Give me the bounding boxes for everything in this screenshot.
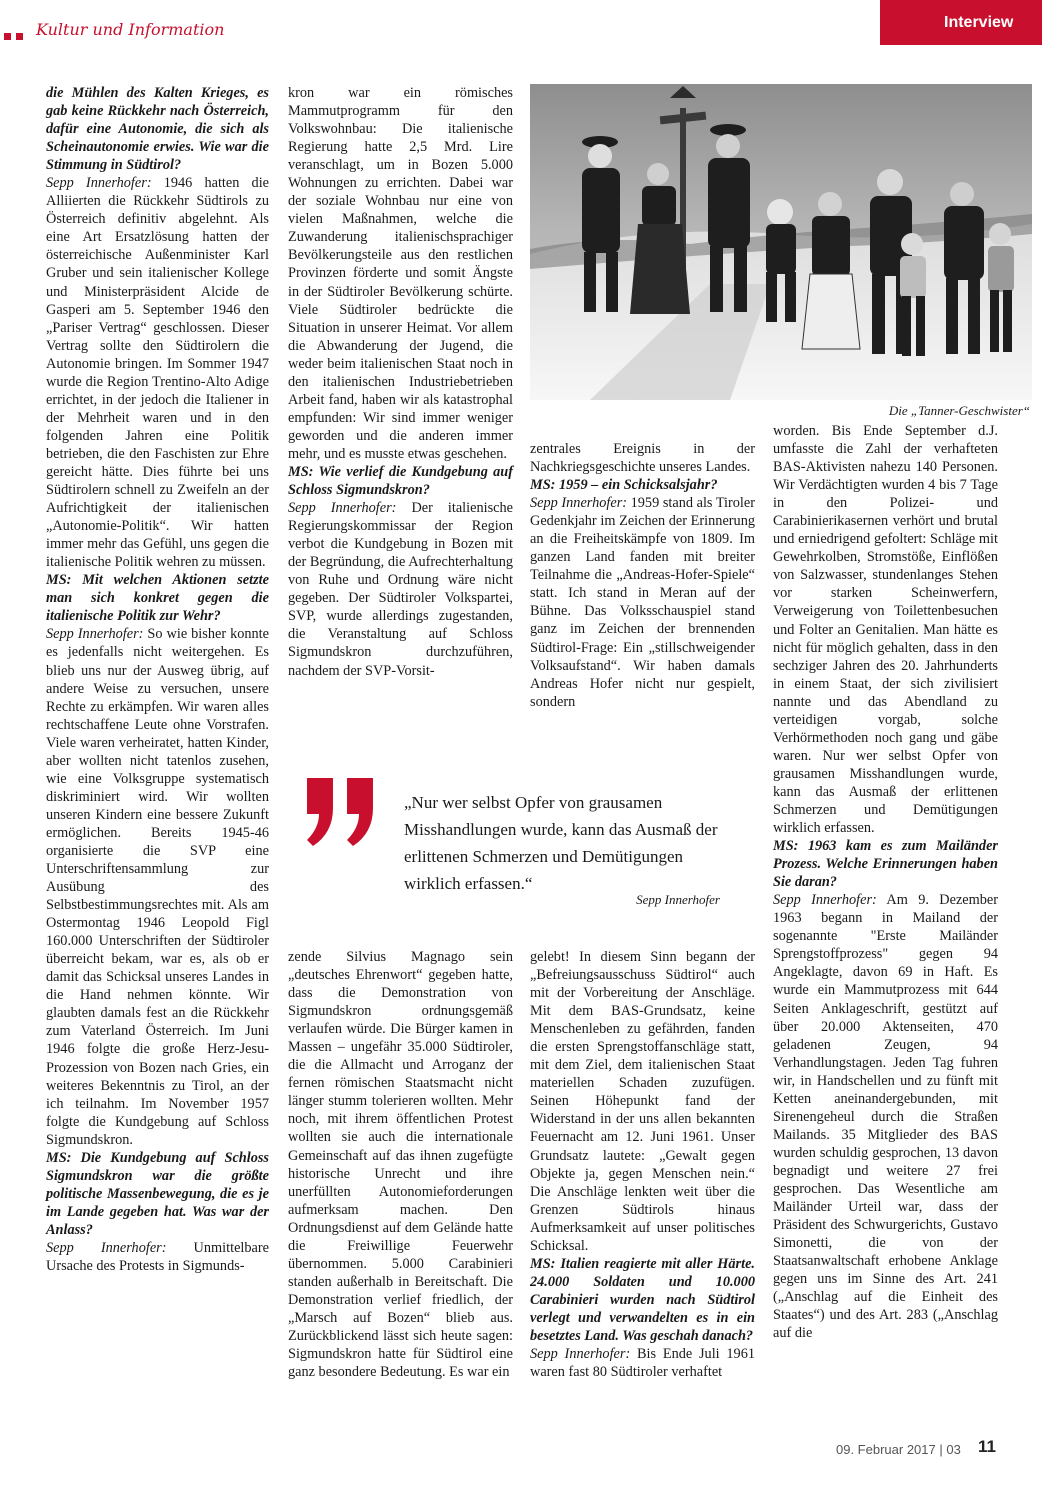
answer-text: Am 9. Dezember 1963 begann in Mailand der sogenannte "Erste Mailänder Sprengstoffprozess" gegen 94 Angeklagte, davon 69 in Haft. Es wurde ein Mammutprozess mit 644 Seiten Anklageschrift, gestützt auf über 20.000 Aktenseiten, 470 geladenen Zeugen, 94 Verhandlungstagen. Jeden Tag fuhren wir, in Handschellen und zu fünft mit Ketten aneinandergebunden, mit Sirenengeheul durch die Straßen Mailands. 35 Mitglieder des BAS wurden schuldig gesprochen, 13 davon begnadigt und weitere 27 frei gesprochen. Das Wesentliche am Mailänder Urteil war, dass der Präsident des Schwurgerichts, Gustavo Simonetti, die von der Staatsanwaltschaft erhobene Anklage gegen uns im Sinne des Art. 241 („Anschlag auf die Einheit des Staates“) und des Art. 283 („Anschlag auf die	[773, 892, 999, 1342]
paragraph: gelebt! In diesem Sinn begann der „Befreiungsausschuss Südtirol“ auch mit der Vorbereitung der Anschläge. Mit dem BAS-Grundsatz, keine Menschenleben zu gefährden, fanden die ersten Sprengstoffanschläge statt, mit dem Ziel, dem italienischen Staat materiellen Schaden zuzufügen. Seinen Höhepunkt fand der Widerstand in der uns allen bekannten Feuernacht am 12. Juni 1961. Unser Grundsatz lautete: „Gewalt gegen Objekte ja, gegen Menschen nein.“ Die Anschläge lenkten weit über die Grenzen Südtirols hinaus Aufmerksamkeit auf unser politisches Schicksal.	[530, 949, 755, 1254]
speaker-name: Sepp Innerhofer:	[46, 175, 152, 192]
interview-answer	[530, 1345, 755, 1381]
interview-answer	[46, 174, 269, 571]
article-column-3-top	[530, 440, 755, 711]
speaker-name: Sepp Innerhofer:	[46, 626, 144, 643]
interview-answer	[46, 625, 269, 1148]
pull-quote-author: Sepp Innerhofer	[636, 892, 720, 907]
paragraph: zende Silvius Magnago sein „deutsches Ehrenwort“ gegeben hatte, dass die Demonstration von Sigmundskron ordnungsgemäß verlaufen würde. Die Bürger kamen in Massen – ungefähr 35.000 Südtiroler, die die Allmacht und Arroganz der fernen römischen Staatsmacht nicht länger stumm tolerieren wollten. Mehr noch, mit ihrem öffentlichen Protest wollten sie auch die internationale Gemeinschaft auf das ihnen zugefügte historische Unrecht und ihre unerfüllten Autonomieforderungen aufmerksam machen. Den Ordnungsdienst auf dem Gelände hatte die Freiwillige Feuerwehr übernommen. 5.000 Carabinieri standen außerhalb in Bereitschaft. Die Demonstration verlief friedlich, der „Marsch auf Bozen“ blieb aus. Zurückblickend lässt sich heute sagen: Sigmundskron hatte für Südtirol eine ganz besondere Bedeutung. Es war ein	[288, 949, 513, 1381]
article-column-4	[773, 422, 998, 1342]
header-squares	[4, 27, 28, 45]
paragraph: kron war ein römisches Mammutprogramm für den Volkswohnbau: Die italienische Regierung hatte 2,5 Mrd. Lire veranschlagt, um in Bozen 5.000 Wohnungen zu errichten. Dabei war der soziale Wohnbau nur eine von vielen Maßnahmen, welche die Zuwanderung italienischsprachiger Bevölkerungsteile aus den restlichen Provinzen förderte und somit Ängste in der Südtiroler Bevölkerung schürte. Viele Südtiroler bedrückte die Situation in unserer Heimat. Vor allem die Abwanderung der Jugend, die weder beim italienischen Staat noch in den italienischen Industriebetrieben Arbeit fand, haben wir als katastrophal empfunden: Wir sind immer weniger geworden und die anderen immer mehr, und es musste etwas geschehen.	[288, 85, 513, 462]
footer-issue: 03	[946, 1442, 961, 1457]
answer-text: Unmittelbare Ursache des Protests in Sigmunds-	[46, 1240, 269, 1275]
article-column-2-top	[288, 84, 513, 680]
photo-caption: Die „Tanner-Geschwister“	[888, 403, 1030, 418]
interview-question: MS: 1959 – ein Schicksalsjahr?	[530, 477, 718, 494]
speaker-name: Sepp Innerhofer:	[288, 500, 397, 517]
article-column-3-bottom	[530, 948, 755, 1381]
answer-text: 1959 stand als Tiroler Gedenkjahr im Zeichen der Erinnerung an die Freiheitskämpfe von 1809. Im ganzen Land fanden mit breiter Teilnahme die „Andreas-Hofer-Spiele“ statt. Ich stand in Meran auf der Bühne. Das Volksschauspiel stand ganz im Zeichen der brennenden Südtirol-Frage: Ein „stillschweigender Volksaufstand“. Wir haben damals Andreas Hofer nicht nur gespielt, sondern	[530, 495, 756, 710]
interview-answer	[530, 494, 755, 711]
footer-date-issue	[836, 1442, 961, 1457]
paragraph: worden. Bis Ende September d.J. umfasste die Zahl der verhafteten BAS-Aktivisten nahezu 140 Personen. Wir Verdächtigten wurden 4 bis 7 Tage in den Polizei- und Carabinierikasernen verhört und brutal und erniedrigend gefoltert: Schläge mit Gewehrkolben, Stromstöße, Einflößen von Salzwasser, stundenlanges Stehen vor starken Scheinwerfern, Verweigerung von Toilettenbesuchen und Folter an Genitalien. Man hätte es nicht für möglich gehalten, dass in den sechziger Jahren des 20. Jahrhunderts in einem Staat, der sich zivilisiert nannte und das Abendland zu verteidigen vorgab, solche Verhörmethoden noch gang und gäbe waren. Nur wer selbst Opfer von grausamen Misshandlungen wurde, kann das Ausmaß der erlittenen Schmerzen und Demütigungen wirklich erfassen.	[773, 423, 998, 837]
quote-mark-icon	[303, 778, 379, 853]
section-title: Kultur und Information	[36, 20, 225, 39]
interview-answer	[46, 1239, 269, 1275]
photo-illustration	[530, 84, 1032, 400]
answer-text: 1946 hatten die Alliierten die Rückkehr Südtirols zu Österreich definitiv abgelehnt. Als eine Art Ersatzlösung hatten der österreichische Außenminister Karl Gruber und sein italienischer Kollege und Ministerpräsident Alcide de Gasperi am 5. September 1946 den „Pariser Vertrag“ geschlossen. Dieser Vertrag sollte den Südtirolern die Autonomie bringen. Im Sommer 1947 wurde die Region Trentino-Alto Adige errichtet, in der jedoch die Italiener in der Mehrheit waren und in den folgenden Jahren eine Politik betrieben, die den Faschisten zur Ehre gereicht hätte. Dies führte bei uns Südtirolern schnell zu Zweifeln an der Aufrichtigkeit der italienischen „Autonomie-Politik“. Wir hatten immer mehr das Gefühl, uns gegen die italienische Politik wehren zu müssen.	[46, 175, 270, 571]
answer-text: Bis Ende Juli 1961 waren fast 80 Südtiroler verhaftet	[530, 1346, 756, 1381]
article-column-2-bottom	[288, 948, 513, 1381]
answer-text: So wie bisher konnte es jedenfalls nicht weitergehen. Es blieb uns nur der Ausweg übrig, auf andere Weise zu versuchen, unsere Rechte zu erkämpfen. Wir waren alles rechtschaffene Leute ohne Vorstrafen. Viele waren verheiratet, hatten Kinder, aber wollten nicht tatenlos zusehen, wie eine Volksgruppe systematisch diskriminiert wird. Wir wollten unseren Kindern eine bessere Zukunft ermöglichen. Bereits 1945-46 organisierte die SVP eine Unterschriftensammlung zur Ausübung des Selbstbestimmungsrechtes mit. Als am Ostermontag 1946 Leopold Figl 160.000 Unterschriften der Südtiroler überreicht bekam, war es, als ob er damit das Schicksal unseres Landes in die Hand nehmen könnte. Wir glaubten damals fest an die Rückkehr zum Vaterland Österreich. Im Juni 1946 folgte die große Herz-Jesu-Prozession von Bozen nach Gries, ein weiteres Bekenntnis zu Tirol, an der ich teilnahm. Im November 1957 folgte die Kundgebung auf Schloss Sigmundskron.	[46, 626, 270, 1148]
article-column-1	[46, 84, 269, 1275]
speaker-name: Sepp Innerhofer:	[530, 1346, 631, 1363]
interview-question: MS: Die Kundgebung auf Schloss Sigmundskron war die größte politische Massenbewegung, die es je im Lande gegeben hat. Was war der Anlass?	[46, 1149, 269, 1238]
photo-tanner-siblings	[530, 84, 1032, 400]
interview-question: MS: Mit welchen Aktionen setzte man sich konkret gegen die italienische Politik zur Wehr?	[46, 572, 269, 625]
pull-quote: „Nur wer selbst Opfer von grausamen Misshandlungen wurde, kann das Ausmaß der erlittenen Schmerzen und Demütigungen wirklich erfassen.“	[404, 793, 718, 893]
answer-text: Der italienische Regierungskommissar der Region verbot die Kundgebung in Bozen mit der Begründung, die Aufrechterhaltung von Ruhe und Ordnung wäre nicht gegeben. Der Südtiroler Volkspartei, SVP, wurde allerdings zugestanden, die Veranstaltung auf Schloss Sigmundskron durchzuführen, nachdem der SVP-Vorsit-	[288, 500, 514, 679]
interview-question: MS: 1963 kam es zum Mailänder Prozess. Welche Erinnerungen haben Sie daran?	[773, 838, 998, 891]
speaker-name: Sepp Innerhofer:	[773, 892, 877, 909]
speaker-name: Sepp Innerhofer:	[530, 495, 628, 512]
interview-question: die Mühlen des Kalten Krieges, es gab keine Rückkehr nach Österreich, dafür eine Autonomie, die sich als Scheinautonomie erwies. Wie war die Stimmung in Südtirol?	[46, 85, 269, 174]
interview-question: MS: Wie verlief die Kundgebung auf Schloss Sigmundskron?	[288, 463, 513, 499]
footer-separator: |	[939, 1442, 947, 1457]
section-tag: Interview	[880, 0, 1042, 45]
page-number: 11	[978, 1437, 996, 1456]
speaker-name: Sepp Innerhofer:	[46, 1240, 167, 1256]
footer-date: 09. Februar 2017	[836, 1442, 936, 1457]
paragraph: zentrales Ereignis in der Nachkriegsgeschichte unseres Landes.	[530, 441, 755, 476]
interview-answer	[773, 891, 998, 1342]
interview-answer	[288, 499, 513, 679]
interview-question: MS: Italien reagierte mit aller Härte. 24.000 Soldaten und 10.000 Carabinieri wurden nach Südtirol verlegt und verwandelten es in ein besetztes Land. Was geschah danach?	[530, 1255, 755, 1344]
